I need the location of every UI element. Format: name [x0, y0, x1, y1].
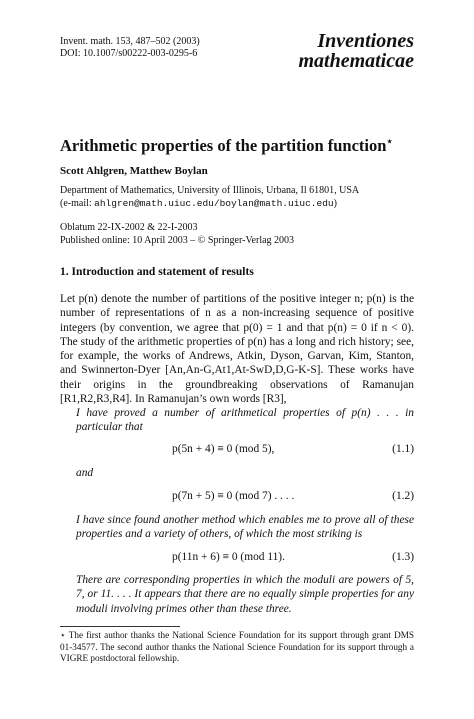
email-suffix: ) — [333, 197, 337, 209]
dates-block — [60, 222, 294, 247]
affiliation: Department of Mathematics, University of Illinois, Urbana, Il 61801, USA — [60, 185, 360, 196]
email-address[interactable]: ahlgren@math.uiuc.edu/boylan@math.uiuc.edu — [94, 197, 334, 209]
title-footnote-mark: ⋆ — [386, 136, 393, 148]
brand-line1: Inventiones — [317, 30, 414, 52]
quote-2: I have since found another method which enables me to prove all of these properties and a variety of others, of which the most striking is — [76, 514, 414, 541]
quote-3: There are corresponding properties in which the moduli are powers of 5, 7, or 11. . . . It appears that there are no equally simple properties for any moduli involving primes other than these three. — [76, 574, 414, 615]
equation-body: p(7n + 5) ≡ 0 (mod 7) . . . . — [172, 490, 295, 502]
paper-title — [60, 136, 393, 156]
equation-number: (1.3) — [392, 551, 414, 563]
intro-paragraph: Let p(n) denote the number of partitions of the positive integer n; p(n) is the number of representations of n as a non-increasing sequence of positive integers (by convention, we agree that p(0) = 1 and that p(n) = 0 if n < 0). The study of the arithmetic properties of p(n) has a long and rich history; see, for example, the works of Andrews, Atkin, Dyson, Garvan, Kim, Stanton, and Swinnerton-Dyer [An,An-G,At1,At-SwD,D,G-K-S]. These works have their origins in the groundbreaking observations of Ramanujan [R1,R2,R3,R4]. In Ramanujan’s own words [R3], — [60, 293, 414, 406]
published-date: Published online: 10 April 2003 – © Springer-Verlag 2003 — [60, 234, 295, 246]
equation-body: p(11n + 6) ≡ 0 (mod 11). — [172, 551, 285, 563]
affiliation-block — [60, 185, 359, 210]
and-word: and — [76, 467, 94, 479]
equation-number: (1.2) — [392, 490, 414, 502]
brand-line2: mathematicae — [298, 50, 414, 72]
journal-brand — [298, 31, 414, 71]
doi-line: DOI: 10.1007/s00222-003-0295-6 — [60, 48, 198, 59]
email-prefix: (e-mail: — [60, 197, 95, 209]
quote-1: I have proved a number of arithmetical properties of p(n) . . . in particular that — [76, 407, 414, 434]
oblatum-date: Oblatum 22-IX-2002 & 22-I-2003 — [60, 222, 198, 233]
section-heading: 1. Introduction and statement of results — [60, 266, 254, 278]
journal-citation — [60, 36, 200, 60]
equation-number: (1.1) — [392, 443, 414, 455]
equation-body: p(5n + 4) ≡ 0 (mod 5), — [172, 443, 275, 455]
footnote: ⋆ The first author thanks the National Science Foundation for its support through grant DMS 01-34577. The second author thanks the National Science Foundation for its support through a VIGRE postdoctoral fellowship. — [60, 630, 414, 663]
title-text: Arithmetic properties of the partition function — [60, 136, 387, 155]
journal-line: Invent. math. 153, 487–502 (2003) — [60, 36, 200, 47]
footnote-rule — [60, 626, 180, 627]
email-line — [60, 198, 359, 211]
author-list: Scott Ahlgren, Matthew Boylan — [60, 165, 208, 177]
